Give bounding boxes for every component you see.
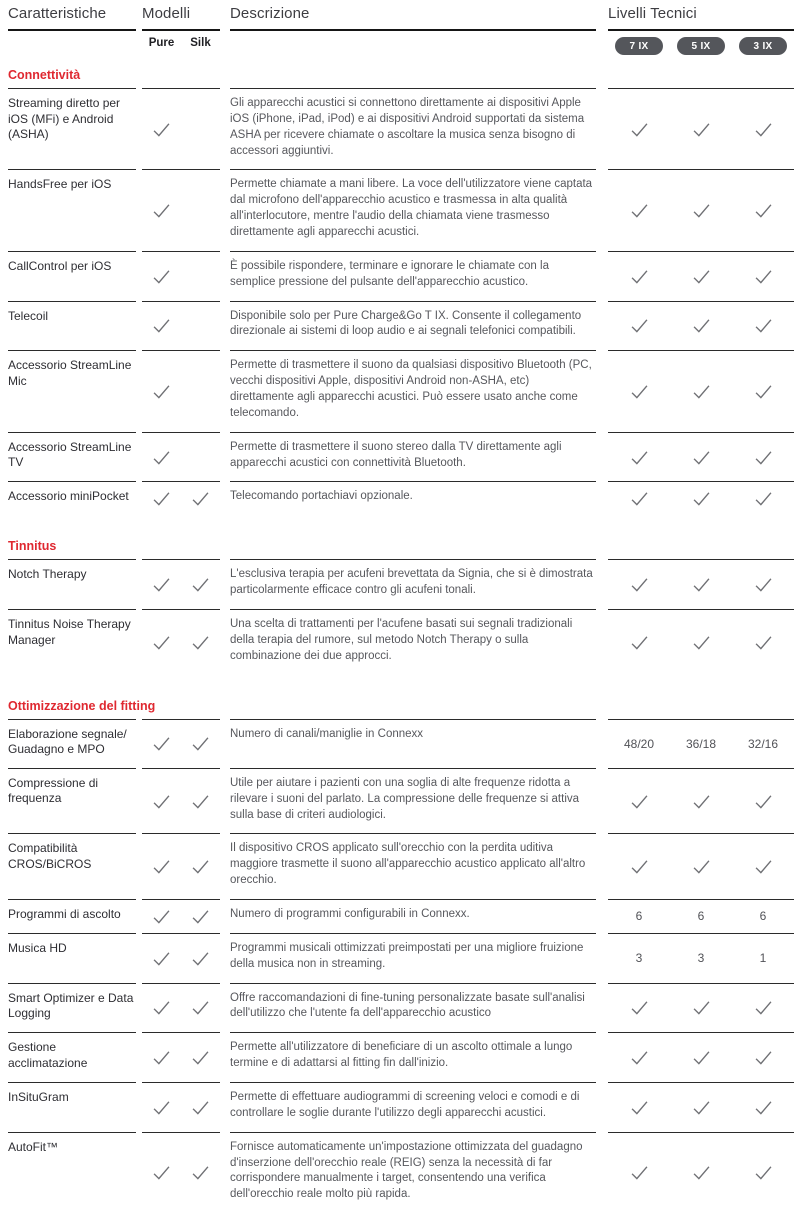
tech-level-value: 3 [697, 951, 705, 966]
tech-check-icon [753, 1162, 774, 1183]
silk-check-icon [190, 948, 211, 969]
tech-level-cell [670, 381, 732, 402]
tech-check-icon [753, 315, 774, 336]
tech-check-icon [691, 200, 712, 221]
silk-check-icon [190, 488, 211, 509]
tech-level-cell [608, 315, 670, 336]
table-row [8, 88, 794, 169]
tech-check-icon [629, 200, 650, 221]
tech-check-icon [691, 791, 712, 812]
silk-cell [181, 997, 220, 1018]
tech-level-cell [608, 200, 670, 221]
tech-level-cell [670, 1097, 732, 1118]
tech-level-cell [670, 119, 732, 140]
tech-check-icon [753, 574, 774, 595]
tech-cells [608, 1082, 794, 1132]
tech-level-cell [608, 856, 670, 877]
pure-check-icon [151, 856, 172, 877]
feature-name: Streaming diretto per iOS (MFi) e Android (ASHA) [8, 88, 136, 169]
table-row [8, 719, 794, 768]
tech-check-icon [629, 574, 650, 595]
table-section [8, 539, 794, 674]
tech-check-icon [691, 632, 712, 653]
tech-level-value: 36/18 [685, 736, 717, 751]
feature-name: Accessorio StreamLine Mic [8, 350, 136, 431]
section-rows [8, 719, 794, 1214]
pure-cell [142, 266, 181, 287]
section-title: Connettività [8, 68, 81, 82]
tech-check-icon [691, 1162, 712, 1183]
tech-cells [608, 88, 794, 169]
tech-level-cell [732, 632, 794, 653]
feature-description: Permette all'utilizzatore di beneficiare di un ascolto ottimale a lungo termine e di adattarsi al fitting fin dall'inizio. [230, 1032, 596, 1082]
tech-level-cell [608, 1097, 670, 1118]
tech-cells [608, 609, 794, 675]
models-cell [142, 301, 220, 351]
tech-check-icon [629, 381, 650, 402]
feature-name: Smart Optimizer e Data Logging [8, 983, 136, 1033]
tech-level-cell [608, 791, 670, 812]
pure-check-icon [151, 948, 172, 969]
models-cell [142, 899, 220, 933]
pure-check-icon [151, 1162, 172, 1183]
tech-level-cell [732, 574, 794, 595]
pure-cell [142, 906, 181, 927]
tech-level-cell [732, 791, 794, 812]
tech-check-icon [691, 488, 712, 509]
table-row [8, 251, 794, 301]
tech-check-icon [753, 266, 774, 287]
pure-check-icon [151, 997, 172, 1018]
tech-check-icon [753, 1097, 774, 1118]
pure-cell [142, 381, 181, 402]
feature-description: È possibile rispondere, terminare e ignorare le chiamate con la semplice pressione del pulsante dell'apparecchio acustico. [230, 251, 596, 301]
feature-description: Permette di effettuare audiogrammi di screening veloci e comodi e di controllare le soglie durante l'utilizzo degli apparecchi acustici. [230, 1082, 596, 1132]
table-row [8, 899, 794, 933]
tech-check-icon [629, 856, 650, 877]
pure-check-icon [151, 1047, 172, 1068]
model-labels [142, 37, 220, 55]
silk-cell [181, 733, 220, 754]
tech-level-cell [670, 447, 732, 468]
tech-cells [608, 983, 794, 1033]
section-rows [8, 559, 794, 674]
table-row [8, 1082, 794, 1132]
feature-description: Permette di trasmettere il suono da qualsiasi dispositivo Bluetooth (PC, vecchi dispositivi Apple, dispositivi Android non-ASHA, etc) direttamente agli apparecchi acustici. Può essere usato anche come telecomando. [230, 350, 596, 431]
models-cell [142, 88, 220, 169]
tech-level-value: 6 [635, 909, 643, 924]
tech-check-icon [629, 997, 650, 1018]
tech-check-icon [753, 856, 774, 877]
feature-name: AutoFit™ [8, 1132, 136, 1213]
tech-level-cell [732, 266, 794, 287]
tech-cells [608, 169, 794, 250]
feature-name: Musica HD [8, 933, 136, 983]
tech-level-value: 32/16 [747, 736, 779, 751]
feature-name: Gestione acclimatazione [8, 1032, 136, 1082]
tech-check-icon [691, 574, 712, 595]
tech-level-cell [608, 381, 670, 402]
tech-check-icon [691, 1047, 712, 1068]
tech-check-icon [691, 315, 712, 336]
tech-check-icon [629, 266, 650, 287]
models-cell [142, 169, 220, 250]
pure-cell [142, 1097, 181, 1118]
tech-level-cell [608, 632, 670, 653]
tech-level-cell [670, 200, 732, 221]
tech-level-cell [670, 1162, 732, 1183]
tech-level-cell [608, 1162, 670, 1183]
feature-description: Una scelta di trattamenti per l'acufene basati sui segnali tradizionali della terapia del rumore, sul metodo Notch Therapy o sulla combinazione dei due approcci. [230, 609, 596, 675]
models-cell [142, 768, 220, 834]
tech-level-value: 1 [759, 951, 767, 966]
feature-name: Programmi di ascolto [8, 899, 136, 933]
pure-cell [142, 315, 181, 336]
tech-level-cell [670, 632, 732, 653]
tech-check-icon [753, 1047, 774, 1068]
feature-description: Offre raccomandazioni di fine-tuning personalizzate basate sull'analisi dell'utilizzo che l'utente fa dell'apparecchio acustico [230, 983, 596, 1033]
pure-check-icon [151, 733, 172, 754]
section-rows [8, 88, 794, 515]
tech-level-value: 48/20 [623, 736, 655, 751]
tech-check-icon [691, 856, 712, 877]
tech-level-badges [608, 37, 794, 55]
feature-name: Accessorio miniPocket [8, 481, 136, 515]
models-cell [142, 350, 220, 431]
tech-cells [608, 251, 794, 301]
feature-name: Tinnitus Noise Therapy Manager [8, 609, 136, 675]
tech-level-cell [670, 266, 732, 287]
tech-check-icon [629, 1097, 650, 1118]
models-cell [142, 1082, 220, 1132]
feature-name: Elaborazione segnale/ Guadagno e MPO [8, 719, 136, 768]
tech-level-cell [732, 1162, 794, 1183]
pure-check-icon [151, 381, 172, 402]
header-col-features: Caratteristiche [8, 5, 136, 31]
tech-level-cell [670, 997, 732, 1018]
tech-cells [608, 1032, 794, 1082]
silk-check-icon [190, 733, 211, 754]
tech-check-icon [753, 119, 774, 140]
tech-level-cell [608, 266, 670, 287]
silk-check-icon [190, 574, 211, 595]
header-col-description: Descrizione [230, 5, 596, 31]
tech-cells [608, 432, 794, 482]
models-cell [142, 432, 220, 482]
tech-check-icon [753, 381, 774, 402]
feature-name: CallControl per iOS [8, 251, 136, 301]
feature-description: Permette chiamate a mani libere. La voce dell'utilizzatore viene captata dal microfono dell'apparecchio acustico e trasmessa in alta qualità all'interlocutore, mentre l'audio della chiamata viene trasmesso direttamente agli apparecchi acustici. [230, 169, 596, 250]
feature-description: Fornisce automaticamente un'impostazione ottimizzata del guadagno d'inserzione dell'orecchio reale (REIG) senza la necessità di far corrispondere manualmente i target, consentendo una verifica dell'orecchio reale molto più rapida. [230, 1132, 596, 1213]
models-cell [142, 1032, 220, 1082]
pure-cell [142, 856, 181, 877]
feature-description: Il dispositivo CROS applicato sull'orecchio con la perdita uditiva maggiore trasmette il suono all'apparecchio acustico applicato all'altro orecchio. [230, 833, 596, 899]
pure-check-icon [151, 200, 172, 221]
models-cell [142, 933, 220, 983]
tech-level-cell [732, 315, 794, 336]
pure-cell [142, 733, 181, 754]
tech-level-cell [732, 997, 794, 1018]
table-body [8, 68, 794, 1213]
tech-level-cell [732, 856, 794, 877]
table-row [8, 933, 794, 983]
pure-check-icon [151, 315, 172, 336]
tech-level-cell [732, 1097, 794, 1118]
models-cell [142, 719, 220, 768]
pure-check-icon [151, 791, 172, 812]
feature-name: Compatibilità CROS/BiCROS [8, 833, 136, 899]
tech-check-icon [753, 200, 774, 221]
pure-cell [142, 791, 181, 812]
table-row [8, 1132, 794, 1213]
pure-check-icon [151, 906, 172, 927]
feature-description: Numero di canali/maniglie in Connexx [230, 719, 596, 768]
pure-check-icon [151, 1097, 172, 1118]
feature-description: Disponibile solo per Pure Charge&Go T IX. Consente il collegamento direzionale ai sistemi di loop audio e ai segnali telefonici compatibili. [230, 301, 596, 351]
tech-level-cell [732, 1047, 794, 1068]
silk-check-icon [190, 1162, 211, 1183]
header-col-tech-levels: Livelli Tecnici [608, 5, 794, 31]
tech-check-icon [753, 791, 774, 812]
pure-cell [142, 574, 181, 595]
pure-cell [142, 119, 181, 140]
silk-cell [181, 906, 220, 927]
tech-check-icon [629, 1162, 650, 1183]
pure-check-icon [151, 119, 172, 140]
model-label-pure: Pure [148, 37, 175, 49]
tech-check-icon [691, 266, 712, 287]
tech-level-cell [608, 447, 670, 468]
tech-check-icon [629, 447, 650, 468]
model-label-silk: Silk [190, 37, 211, 49]
feature-name: Compressione di frequenza [8, 768, 136, 834]
pure-cell [142, 488, 181, 509]
table-row [8, 768, 794, 834]
tech-level-cell [608, 488, 670, 509]
silk-check-icon [190, 1097, 211, 1118]
feature-description: Permette di trasmettere il suono stereo dalla TV direttamente agli apparecchi acustici con connettività Bluetooth. [230, 432, 596, 482]
silk-cell [181, 948, 220, 969]
pure-cell [142, 948, 181, 969]
pure-cell [142, 997, 181, 1018]
tech-cells [608, 768, 794, 834]
tech-check-icon [753, 488, 774, 509]
tech-level-cell [670, 1047, 732, 1068]
tech-level-cell [608, 997, 670, 1018]
tech-badge-5ix: 5 IX [677, 37, 725, 55]
section-title: Tinnitus [8, 539, 57, 554]
silk-check-icon [190, 791, 211, 812]
pure-check-icon [151, 266, 172, 287]
table-row [8, 833, 794, 899]
feature-name: HandsFree per iOS [8, 169, 136, 250]
pure-check-icon [151, 632, 172, 653]
models-cell [142, 481, 220, 515]
pure-cell [142, 447, 181, 468]
feature-description: Gli apparecchi acustici si connettono direttamente ai dispositivi Apple iOS (iPhone, iPad, iPod) e ai dispositivi Android supportati da sistema ASHA per ricevere chiamate o ascoltare la musica senza bisogno di accessori aggiuntivi. [230, 88, 596, 169]
table-row [8, 983, 794, 1033]
tech-check-icon [629, 1047, 650, 1068]
tech-level-cell [670, 488, 732, 509]
pure-cell [142, 1162, 181, 1183]
pure-check-icon [151, 447, 172, 468]
models-cell [142, 1132, 220, 1213]
table-section [8, 68, 794, 515]
silk-cell [181, 1047, 220, 1068]
tech-level-cell [732, 200, 794, 221]
tech-check-icon [629, 791, 650, 812]
feature-description: L'esclusiva terapia per acufeni brevettata da Signia, che si è dimostrata particolarmente efficace contro gli acufeni tonali. [230, 559, 596, 609]
silk-cell [181, 488, 220, 509]
tech-level-cell [608, 574, 670, 595]
models-cell [142, 833, 220, 899]
tech-cells [608, 559, 794, 609]
silk-check-icon [190, 1047, 211, 1068]
tech-cells [608, 899, 794, 933]
silk-cell [181, 791, 220, 812]
silk-check-icon [190, 997, 211, 1018]
tech-level-cell [608, 1047, 670, 1068]
tech-level-cell [732, 488, 794, 509]
silk-cell [181, 1162, 220, 1183]
feature-description: Programmi musicali ottimizzati preimpostati per una migliore fruizione della musica non in streaming. [230, 933, 596, 983]
feature-name: Notch Therapy [8, 559, 136, 609]
table-section [8, 699, 794, 1214]
tech-level-cell [670, 791, 732, 812]
models-cell [142, 251, 220, 301]
table-row [8, 481, 794, 515]
tech-check-icon [753, 632, 774, 653]
tech-cells [608, 1132, 794, 1213]
pure-cell [142, 200, 181, 221]
silk-cell [181, 856, 220, 877]
models-cell [142, 609, 220, 675]
header-col-models: Modelli [142, 5, 220, 31]
table-header [8, 5, 794, 31]
tech-level-cell [608, 119, 670, 140]
tech-level-value: 6 [759, 909, 767, 924]
tech-level-cell [670, 315, 732, 336]
pure-cell [142, 1047, 181, 1068]
tech-check-icon [753, 997, 774, 1018]
table-row [8, 559, 794, 609]
tech-check-icon [691, 997, 712, 1018]
silk-check-icon [190, 856, 211, 877]
silk-check-icon [190, 632, 211, 653]
table-row [8, 301, 794, 351]
tech-cells [608, 481, 794, 515]
feature-name: InSituGram [8, 1082, 136, 1132]
tech-cells [608, 719, 794, 768]
section-title: Ottimizzazione del fitting [8, 698, 156, 713]
tech-cells [608, 933, 794, 983]
tech-level-cell [670, 574, 732, 595]
tech-level-cell [732, 381, 794, 402]
pure-check-icon [151, 488, 172, 509]
tech-level-value: 6 [697, 909, 705, 924]
silk-cell [181, 632, 220, 653]
pure-check-icon [151, 574, 172, 595]
table-row [8, 609, 794, 675]
silk-cell [181, 574, 220, 595]
tech-badge-3ix: 3 IX [739, 37, 787, 55]
silk-cell [181, 1097, 220, 1118]
feature-description: Utile per aiutare i pazienti con una soglia di alte frequenze ridotta a rilevare i suoni del parlato. La compressione delle frequenze si attiva sulla base di criteri audiologici. [230, 768, 596, 834]
tech-check-icon [691, 1097, 712, 1118]
tech-badge-7ix: 7 IX [615, 37, 663, 55]
tech-check-icon [753, 447, 774, 468]
tech-level-cell [732, 119, 794, 140]
tech-check-icon [629, 119, 650, 140]
feature-name: Telecoil [8, 301, 136, 351]
models-cell [142, 983, 220, 1033]
feature-description: Telecomando portachiavi opzionale. [230, 481, 596, 515]
tech-cells [608, 833, 794, 899]
table-row [8, 169, 794, 250]
feature-description: Numero di programmi configurabili in Connexx. [230, 899, 596, 933]
feature-name: Accessorio StreamLine TV [8, 432, 136, 482]
tech-cells [608, 350, 794, 431]
table-row [8, 350, 794, 431]
tech-check-icon [691, 381, 712, 402]
models-cell [142, 559, 220, 609]
tech-level-cell [732, 447, 794, 468]
tech-level-value: 3 [635, 951, 643, 966]
tech-check-icon [629, 315, 650, 336]
pure-cell [142, 632, 181, 653]
table-subheader [8, 37, 794, 55]
table-row [8, 1032, 794, 1082]
tech-check-icon [629, 632, 650, 653]
tech-check-icon [691, 447, 712, 468]
tech-check-icon [691, 119, 712, 140]
silk-check-icon [190, 906, 211, 927]
tech-level-cell [670, 856, 732, 877]
tech-cells [608, 301, 794, 351]
tech-check-icon [629, 488, 650, 509]
table-row [8, 432, 794, 482]
